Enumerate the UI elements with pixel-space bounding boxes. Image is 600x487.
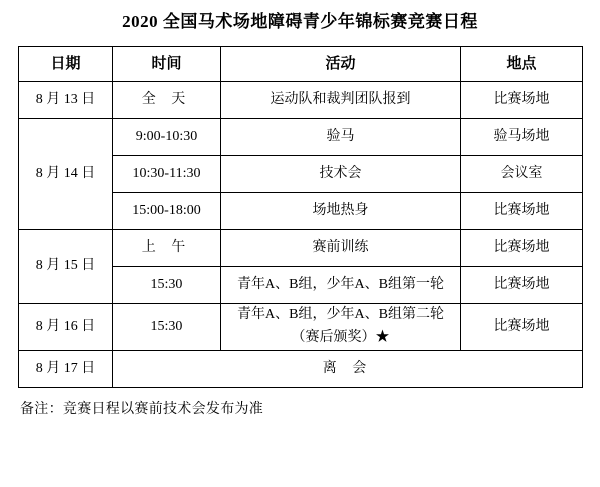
cell-time: 全 天 [113,82,221,119]
cell-date: 8 月 13 日 [19,82,113,119]
cell-time: 15:00-18:00 [113,193,221,230]
table-note: 备注：竞赛日程以赛前技术会发布为准 [20,402,264,418]
cell-place: 比赛场地 [461,82,583,119]
table-row [19,351,583,388]
cell-place: 比赛场地 [461,230,583,267]
cell-date: 8 月 14 日 [19,119,113,230]
schedule-table [18,46,583,388]
column-header-place: 地点 [461,47,583,82]
cell-date: 8 月 16 日 [19,304,113,351]
activity-line-2: （赛后颁奖）★ [291,330,390,346]
cell-activity: 运动队和裁判团队报到 [221,82,461,119]
activity-line-1: 青年A、B组，少年A、B组第二轮 [237,307,444,323]
cell-time: 15:30 [113,267,221,304]
cell-activity: 场地热身 [221,193,461,230]
cell-time: 10:30-11:30 [113,156,221,193]
cell-activity: 青年A、B组，少年A、B组第一轮 [221,267,461,304]
cell-time: 15:30 [113,304,221,351]
cell-place: 比赛场地 [461,304,583,351]
cell-time: 9:00-10:30 [113,119,221,156]
cell-activity: 离 会 [113,351,583,388]
cell-place: 比赛场地 [461,193,583,230]
column-header-activity: 活动 [221,47,461,82]
cell-activity [221,304,461,351]
cell-activity: 技术会 [221,156,461,193]
cell-date: 8 月 17 日 [19,351,113,388]
cell-place: 会议室 [461,156,583,193]
column-header-date: 日期 [19,47,113,82]
page-title: 2020 全国马术场地障碍青少年锦标赛竞赛日程 [122,12,478,31]
cell-place: 比赛场地 [461,267,583,304]
table-row [19,82,583,119]
cell-place: 验马场地 [461,119,583,156]
cell-activity: 验马 [221,119,461,156]
cell-activity: 赛前训练 [221,230,461,267]
table-row [19,230,583,267]
cell-date: 8 月 15 日 [19,230,113,304]
column-header-time: 时间 [113,47,221,82]
table-row [19,119,583,156]
table-header-row [19,47,583,82]
cell-time: 上 午 [113,230,221,267]
table-row [19,304,583,351]
